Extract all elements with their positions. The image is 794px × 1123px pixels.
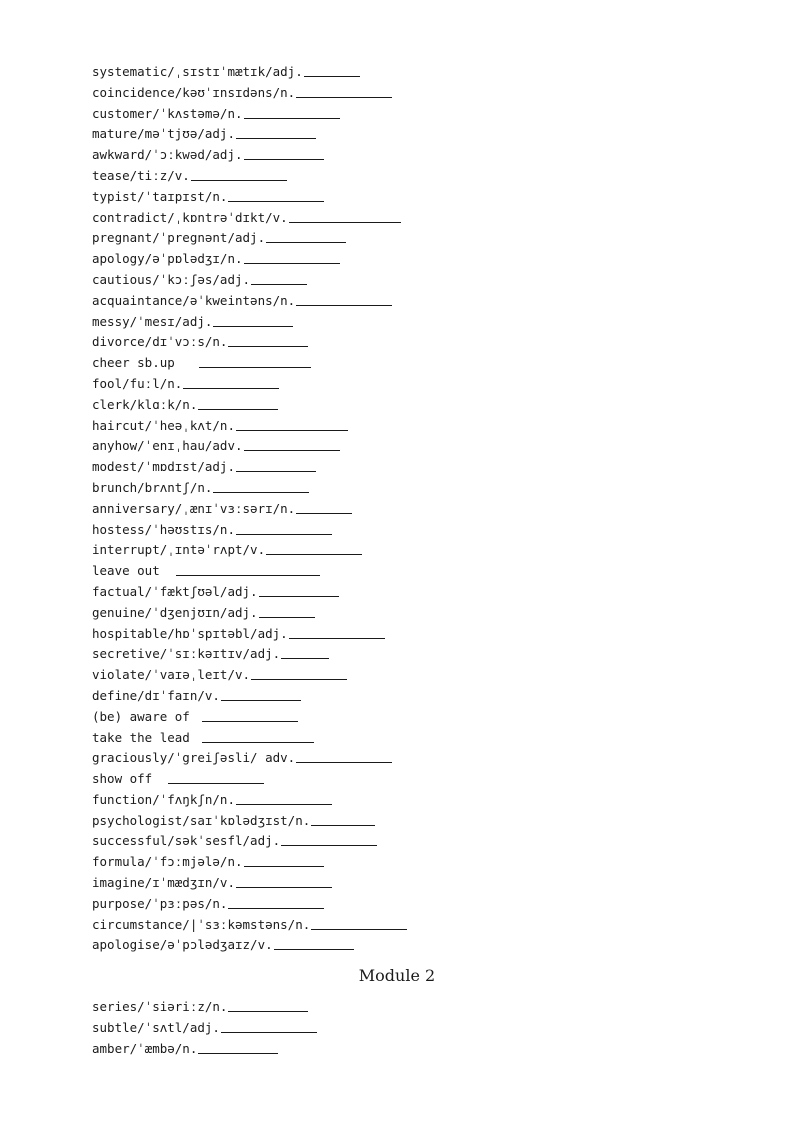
vocab-term: coincidence/kəʊˈɪnsɪdəns/n.	[92, 84, 296, 100]
vocab-term: apologise/əˈpɔlədʒaɪz/v.	[92, 937, 273, 953]
vocab-term: series/ˈsiəriːz/n.	[92, 999, 228, 1014]
vocab-entry	[92, 228, 407, 249]
vocab-entry	[92, 478, 407, 499]
vocab-entry	[92, 124, 407, 145]
vocab-term: hospitable/hɒˈspɪtəbl/adj.	[92, 625, 288, 641]
vocab-entry	[92, 644, 407, 665]
vocab-entry	[92, 831, 407, 852]
vocab-term: brunch/brʌntʃ/n.	[92, 479, 213, 495]
vocab-term: typist/ˈtaɪpɪst/n.	[92, 188, 228, 204]
answer-blank[interactable]	[199, 354, 311, 368]
vocab-entry	[92, 166, 407, 187]
vocab-term: systematic/ˌsɪstɪˈmætɪk/adj.	[92, 64, 303, 79]
vocab-term: awkward/ˈɔːkwəd/adj.	[92, 147, 243, 163]
vocab-entry	[92, 915, 407, 936]
answer-blank[interactable]	[236, 417, 348, 431]
answer-blank[interactable]	[228, 895, 324, 909]
vocab-entry	[92, 353, 407, 374]
answer-blank[interactable]	[289, 209, 401, 223]
answer-blank[interactable]	[259, 604, 315, 618]
vocab-entry	[92, 249, 407, 270]
vocab-entry	[92, 582, 407, 603]
vocab-entry	[92, 686, 407, 707]
vocab-term: pregnant/ˈpregnənt/adj.	[92, 230, 266, 246]
answer-blank[interactable]	[251, 666, 347, 680]
vocab-entry	[92, 707, 407, 728]
vocab-term: (be) aware of	[92, 708, 190, 724]
answer-blank[interactable]	[198, 1040, 278, 1054]
vocab-term: apology/əˈpɒlədʒɪ/n.	[92, 251, 243, 267]
answer-blank[interactable]	[266, 541, 362, 555]
vocab-term: mature/məˈtjʊə/adj.	[92, 126, 235, 142]
vocab-entry	[92, 499, 407, 520]
vocab-entry	[92, 769, 407, 790]
answer-blank[interactable]	[236, 458, 316, 472]
answer-blank[interactable]	[244, 437, 340, 451]
vocab-entry	[92, 416, 407, 437]
vocab-term: leave out	[92, 563, 160, 579]
answer-blank[interactable]	[236, 791, 332, 805]
vocab-term: subtle/ˈsʌtl/adj.	[92, 1019, 220, 1035]
answer-blank[interactable]	[259, 583, 339, 597]
answer-blank[interactable]	[228, 333, 308, 347]
vocab-entry	[92, 997, 317, 1018]
vocab-entry	[92, 457, 407, 478]
answer-blank[interactable]	[221, 687, 301, 701]
vocab-term: function/ˈfʌŋkʃn/n.	[92, 791, 235, 807]
answer-blank[interactable]	[281, 832, 377, 846]
vocab-term: cheer sb.up	[92, 355, 175, 371]
answer-blank[interactable]	[296, 500, 352, 514]
answer-blank[interactable]	[281, 645, 329, 659]
answer-blank[interactable]	[244, 250, 340, 264]
vocab-term: fool/fuːl/n.	[92, 375, 183, 391]
answer-blank[interactable]	[176, 562, 320, 576]
answer-blank[interactable]	[168, 770, 264, 784]
answer-blank[interactable]	[213, 313, 293, 327]
vocab-entry	[92, 270, 407, 291]
vocab-entry	[92, 187, 407, 208]
vocab-entry	[92, 332, 407, 353]
vocab-term: divorce/dɪˈvɔːs/n.	[92, 334, 228, 350]
answer-blank[interactable]	[183, 375, 279, 389]
answer-blank[interactable]	[191, 167, 287, 181]
answer-blank[interactable]	[289, 625, 385, 639]
vocab-entry	[92, 790, 407, 811]
vocab-entry	[92, 436, 407, 457]
vocab-term: show off	[92, 771, 153, 787]
answer-blank[interactable]	[296, 749, 392, 763]
vocab-entry	[92, 1018, 317, 1039]
answer-blank[interactable]	[202, 729, 314, 743]
vocab-term: formula/ˈfɔːmjələ/n.	[92, 854, 243, 870]
answer-blank[interactable]	[244, 853, 324, 867]
vocab-term: messy/ˈmesɪ/adj.	[92, 313, 213, 329]
vocab-term: psychologist/saɪˈkɒlədʒɪst/n.	[92, 812, 311, 828]
answer-blank[interactable]	[244, 105, 340, 119]
vocab-entry	[92, 561, 407, 582]
vocab-term: imagine/ɪˈmædʒɪn/v.	[92, 875, 235, 891]
vocab-term: violate/ˈvaɪəˌleɪt/v.	[92, 667, 251, 683]
vocab-term: tease/tiːz/v.	[92, 167, 190, 183]
answer-blank[interactable]	[228, 188, 324, 202]
vocab-term: anyhow/ˈenɪˌhau/adv.	[92, 438, 243, 454]
answer-blank[interactable]	[296, 84, 392, 98]
vocab-term: secretive/ˈsɪːkəɪtɪv/adj.	[92, 646, 281, 662]
vocab-term: contradict/ˌkɒntrəˈdɪkt/v.	[92, 209, 288, 225]
vocab-entry	[92, 145, 407, 166]
vocab-entry	[92, 728, 407, 749]
answer-blank[interactable]	[274, 936, 354, 950]
vocab-term: graciously/ˈgreiʃəsli/ adv.	[92, 750, 296, 766]
vocab-entry	[92, 540, 407, 561]
vocab-entry	[92, 811, 407, 832]
vocab-term: circumstance/|ˈsɜːkəmstəns/n.	[92, 916, 311, 932]
vocab-entry	[92, 104, 407, 125]
module-heading: Module 2	[358, 966, 436, 985]
vocab-entry	[92, 935, 407, 956]
vocab-term: acquaintance/əˈkweintəns/n.	[92, 292, 296, 308]
vocab-entry	[92, 1039, 317, 1060]
vocab-term: successful/səkˈsesfl/adj.	[92, 833, 281, 849]
answer-blank[interactable]	[244, 146, 324, 160]
answer-blank[interactable]	[236, 125, 316, 139]
vocab-entry	[92, 603, 407, 624]
answer-blank[interactable]	[236, 874, 332, 888]
vocab-term: anniversary/ˌænɪˈvɜːsərɪ/n.	[92, 500, 296, 516]
vocab-term: factual/ˈfæktʃʊəl/adj.	[92, 583, 258, 599]
answer-blank[interactable]	[251, 271, 307, 285]
vocab-term: modest/ˈmɒdɪst/adj.	[92, 459, 235, 475]
answer-blank[interactable]	[311, 916, 407, 930]
vocab-entry	[92, 520, 407, 541]
vocab-entry	[92, 312, 407, 333]
vocab-entry	[92, 624, 407, 645]
vocab-term: amber/ˈæmbə/n.	[92, 1040, 198, 1056]
vocab-term: haircut/ˈheəˌkʌt/n.	[92, 417, 235, 433]
answer-blank[interactable]	[296, 292, 392, 306]
vocab-term: interrupt/ˌɪntəˈrʌpt/v.	[92, 542, 266, 558]
vocab-term: purpose/ˈpɜːpəs/n.	[92, 895, 228, 911]
vocab-term: cautious/ˈkɔːʃəs/adj.	[92, 271, 251, 287]
vocabulary-list-module-2	[92, 997, 317, 1059]
vocab-entry	[92, 374, 407, 395]
vocab-term: hostess/ˈhəʊstɪs/n.	[92, 521, 235, 537]
answer-blank[interactable]	[304, 63, 360, 77]
vocab-entry	[92, 873, 407, 894]
vocab-term: clerk/klɑːk/n.	[92, 396, 198, 412]
answer-blank[interactable]	[236, 521, 332, 535]
vocab-entry	[92, 208, 407, 229]
vocab-entry	[92, 665, 407, 686]
answer-blank[interactable]	[202, 708, 298, 722]
answer-blank[interactable]	[198, 396, 278, 410]
vocab-entry	[92, 852, 407, 873]
vocab-term: genuine/ˈdʒenjʊɪn/adj.	[92, 604, 258, 620]
vocab-entry	[92, 62, 407, 83]
vocab-entry	[92, 748, 407, 769]
vocab-term: take the lead	[92, 729, 190, 745]
answer-blank[interactable]	[311, 812, 375, 826]
answer-blank[interactable]	[213, 479, 309, 493]
vocab-entry	[92, 291, 407, 312]
vocab-entry	[92, 83, 407, 104]
answer-blank[interactable]	[266, 229, 346, 243]
vocab-entry	[92, 894, 407, 915]
vocab-entry	[92, 395, 407, 416]
answer-blank[interactable]	[221, 1019, 317, 1033]
vocab-term: define/dɪˈfaɪn/v.	[92, 687, 220, 703]
vocabulary-list	[92, 62, 407, 956]
answer-blank[interactable]	[228, 998, 308, 1012]
vocab-term: customer/ˈkʌstəmə/n.	[92, 105, 243, 121]
